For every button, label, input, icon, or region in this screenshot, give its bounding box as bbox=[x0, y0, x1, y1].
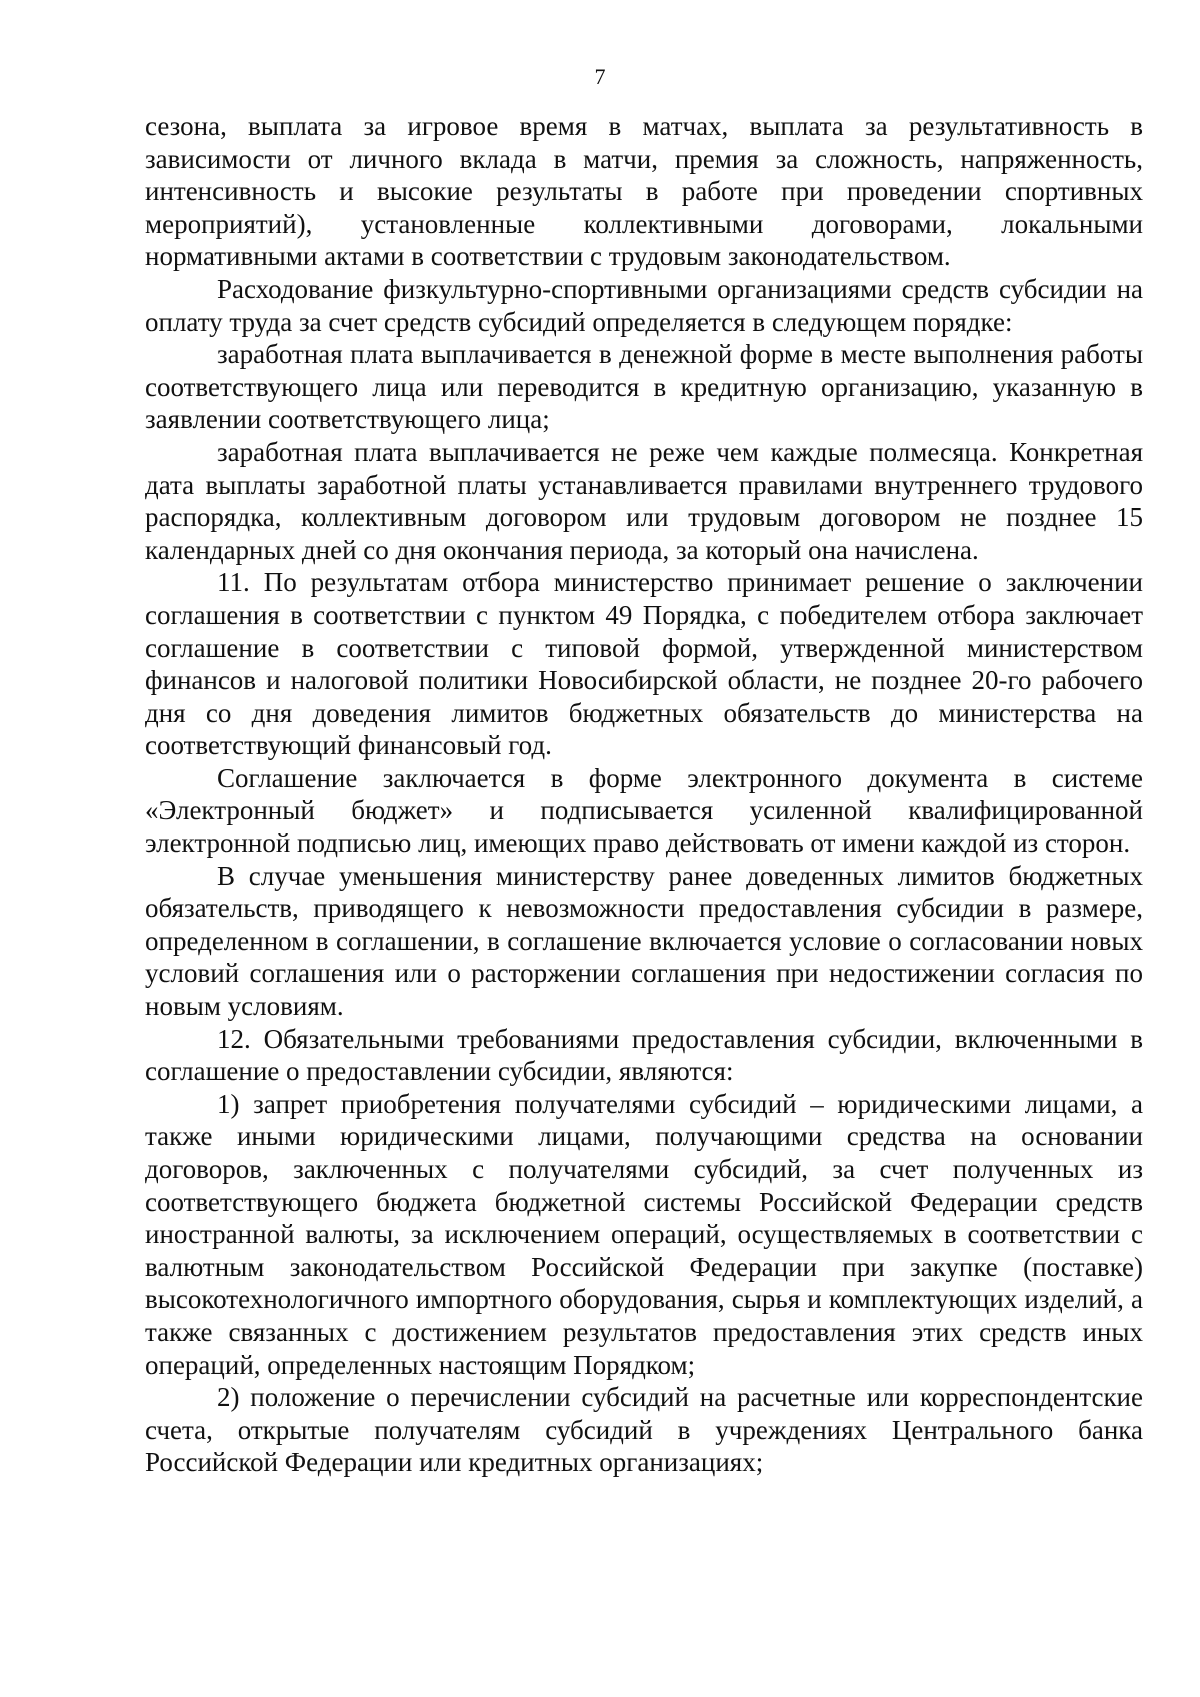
document-body bbox=[145, 110, 1143, 1479]
paragraph-requirement-2: 2) положение о перечислении субсидий на расчетные или корреспондентские счета, открытые получателям субсидий в учреждениях Центрального банка Российской Федерации или кредитных организациях; bbox=[145, 1382, 1143, 1478]
paragraph-requirement-1: 1) запрет приобретения получателями субсидий – юридическими лицами, а также иными юридическими лицами, получающими средства на основании договоров, заключенных с получателями субсидий, за счет полученных из соответствующего бюджета бюджетной системы Российской Федерации средств иностранной валюты, за исключением операций, осуществляемых в соответствии с валютным законодательством Российской Федерации при закупке (поставке) высокотехнологичного импортного оборудования, сырья и комплектующих изделий, а также связанных с достижением результатов предоставления этих средств иных операций, определенных настоящим Порядком; bbox=[145, 1088, 1143, 1380]
paragraph-clause-11: 11. По результатам отбора министерство принимает решение о заключении соглашения в соответствии с пунктом 49 Порядка, с победителем отбора заключает соглашение в соответствии с типовой формой, утвержденной министерством финансов и налоговой политики Новосибирской области, не позднее 20-го рабочего дня со дня доведения лимитов бюджетных обязательств до министерства на соответствующий финансовый год. bbox=[145, 567, 1143, 761]
paragraph-salary-spending-order: Расходование физкультурно-спортивными организациями средств субсидии на оплату труда за счет средств субсидий определяется в следующем порядке: bbox=[145, 273, 1143, 337]
paragraph-electronic-agreement: Соглашение заключается в форме электронного документа в системе «Электронный бюджет» и подписывается усиленной квалифицированной электронной подписью лиц, имеющих право действовать от имени каждой из сторон. bbox=[145, 762, 1143, 859]
paragraph-clause-12: 12. Обязательными требованиями предоставления субсидии, включенными в соглашение о предоставлении субсидии, являются: bbox=[145, 1023, 1143, 1087]
paragraph-continuation: сезона, выплата за игровое время в матчах, выплата за результативность в зависимости от личного вклада в матчи, премия за сложность, напряженность, интенсивность и высокие результаты в работе при проведении спортивных мероприятий), установленные коллективными договорами, локальными нормативными актами в соответствии с трудовым законодательством. bbox=[145, 111, 1143, 272]
paragraph-salary-payment-form: заработная плата выплачивается в денежной форме в месте выполнения работы соответствующего лица или переводится в кредитную организацию, указанную в заявлении соответствующего лица; bbox=[145, 339, 1143, 435]
page-number: 7 bbox=[594, 64, 606, 89]
paragraph-limit-reduction: В случае уменьшения министерству ранее доведенных лимитов бюджетных обязательств, приводящего к невозможности предоставления субсидии в размере, определенном в соглашении, в соглашение включается условие о согласовании новых условий соглашения или о расторжении соглашения при недостижении согласия по новым условиям. bbox=[145, 860, 1143, 1022]
paragraph-salary-payment-frequency: заработная плата выплачивается не реже чем каждые полмесяца. Конкретная дата выплаты заработной платы устанавливается правилами внутреннего трудового распорядка, коллективным договором или трудовым договором не позднее 15 календарных дней со дня окончания периода, за который она начислена. bbox=[145, 436, 1143, 565]
